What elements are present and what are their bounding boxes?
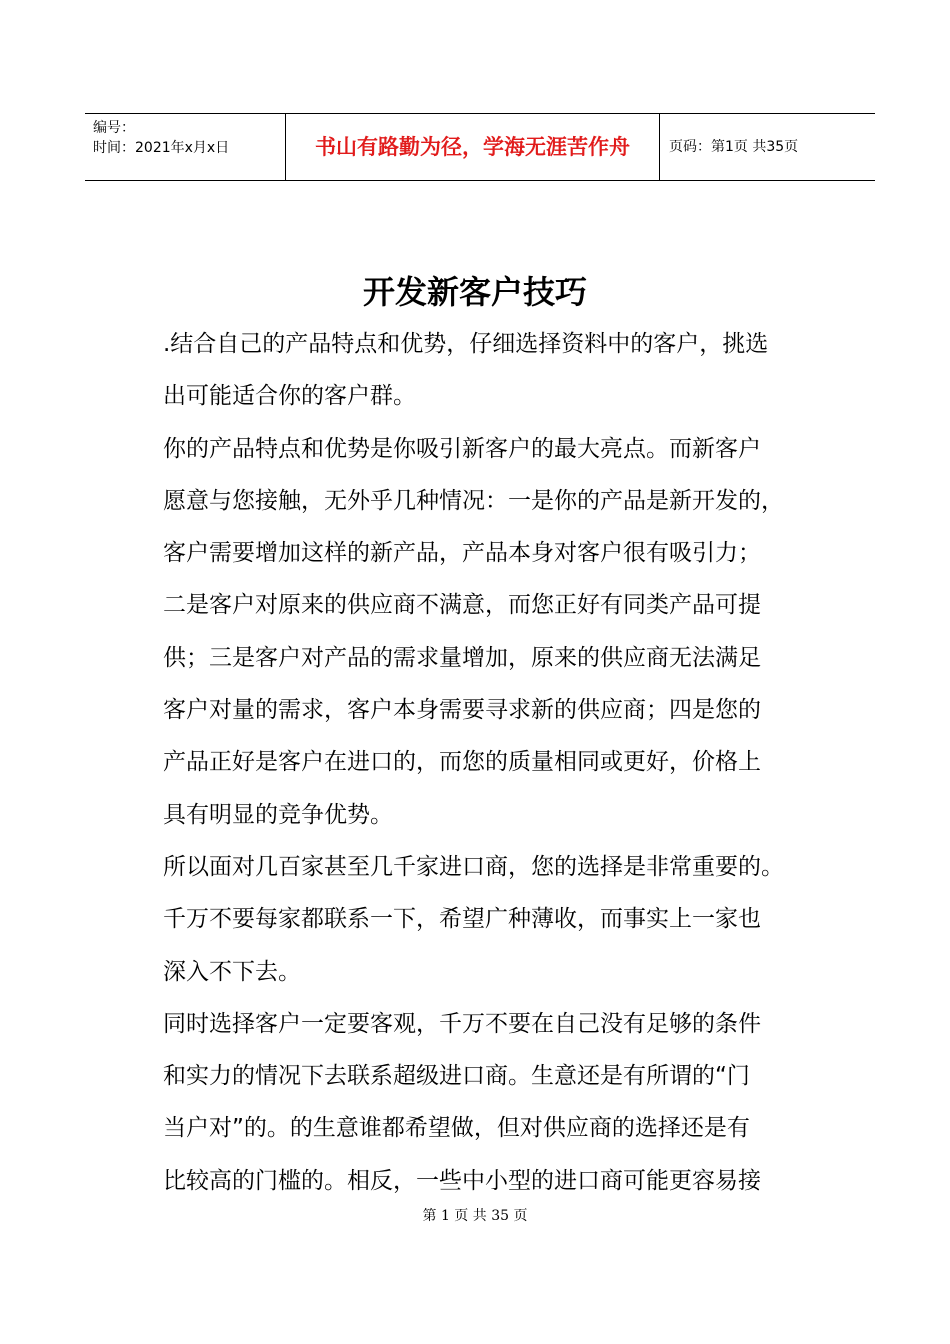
body-line: 深入不下去。 bbox=[163, 958, 301, 985]
document-body bbox=[163, 318, 803, 1207]
header-motto: 书山有路勤为径，学海无涯苦作舟 bbox=[315, 135, 630, 159]
header-divider-right bbox=[659, 114, 660, 181]
body-line: 愿意与您接触，无外乎几种情况：一是你的产品是新开发的， bbox=[163, 487, 784, 514]
body-line: 当户对”的。的生意谁都希望做，但对供应商的选择还是有 bbox=[163, 1115, 750, 1142]
body-line: 供；三是客户对产品的需求量增加，原来的供应商无法满足 bbox=[163, 644, 761, 671]
body-line: 客户对量的需求，客户本身需要寻求新的供应商；四是您的 bbox=[163, 697, 761, 724]
body-line: 所以面对几百家甚至几千家进口商，您的选择是非常重要的。 bbox=[163, 853, 784, 880]
body-line: 具有明显的竞争优势。 bbox=[163, 801, 393, 828]
page-footer: 第 1 页 共 35 页 bbox=[422, 1208, 528, 1224]
body-line: 客户需要增加这样的新产品，产品本身对客户很有吸引力； bbox=[163, 540, 761, 567]
body-line: 同时选择客户一定要客观，千万不要在自己没有足够的条件 bbox=[163, 1010, 761, 1037]
document-header bbox=[85, 113, 875, 181]
body-line: 出可能适合你的客户群。 bbox=[163, 383, 416, 410]
body-line: 二是客户对原来的供应商不满意，而您正好有同类产品可提 bbox=[163, 592, 761, 619]
header-number-label: 编号： bbox=[93, 120, 135, 136]
header-meta bbox=[93, 118, 229, 158]
document-title: 开发新客户技巧 bbox=[362, 273, 587, 311]
body-line: .结合自己的产品特点和优势，仔细选择资料中的客户，挑选 bbox=[163, 331, 769, 357]
body-line: 产品正好是客户在进口的，而您的质量相同或更好，价格上 bbox=[163, 749, 761, 776]
header-time-label: 时间：2021年x月x日 bbox=[93, 140, 230, 156]
body-line: 你的产品特点和优势是你吸引新客户的最大亮点。而新客户 bbox=[163, 435, 761, 462]
body-line: 和实力的情况下去联系超级进口商。生意还是有所谓的“门 bbox=[163, 1063, 750, 1090]
header-page-info: 页码：第1页 共35页 bbox=[669, 139, 799, 155]
body-line: 比较高的门槛的。相反，一些中小型的进口商可能更容易接 bbox=[163, 1167, 761, 1194]
body-line: 千万不要每家都联系一下，希望广种薄收，而事实上一家也 bbox=[163, 906, 761, 933]
